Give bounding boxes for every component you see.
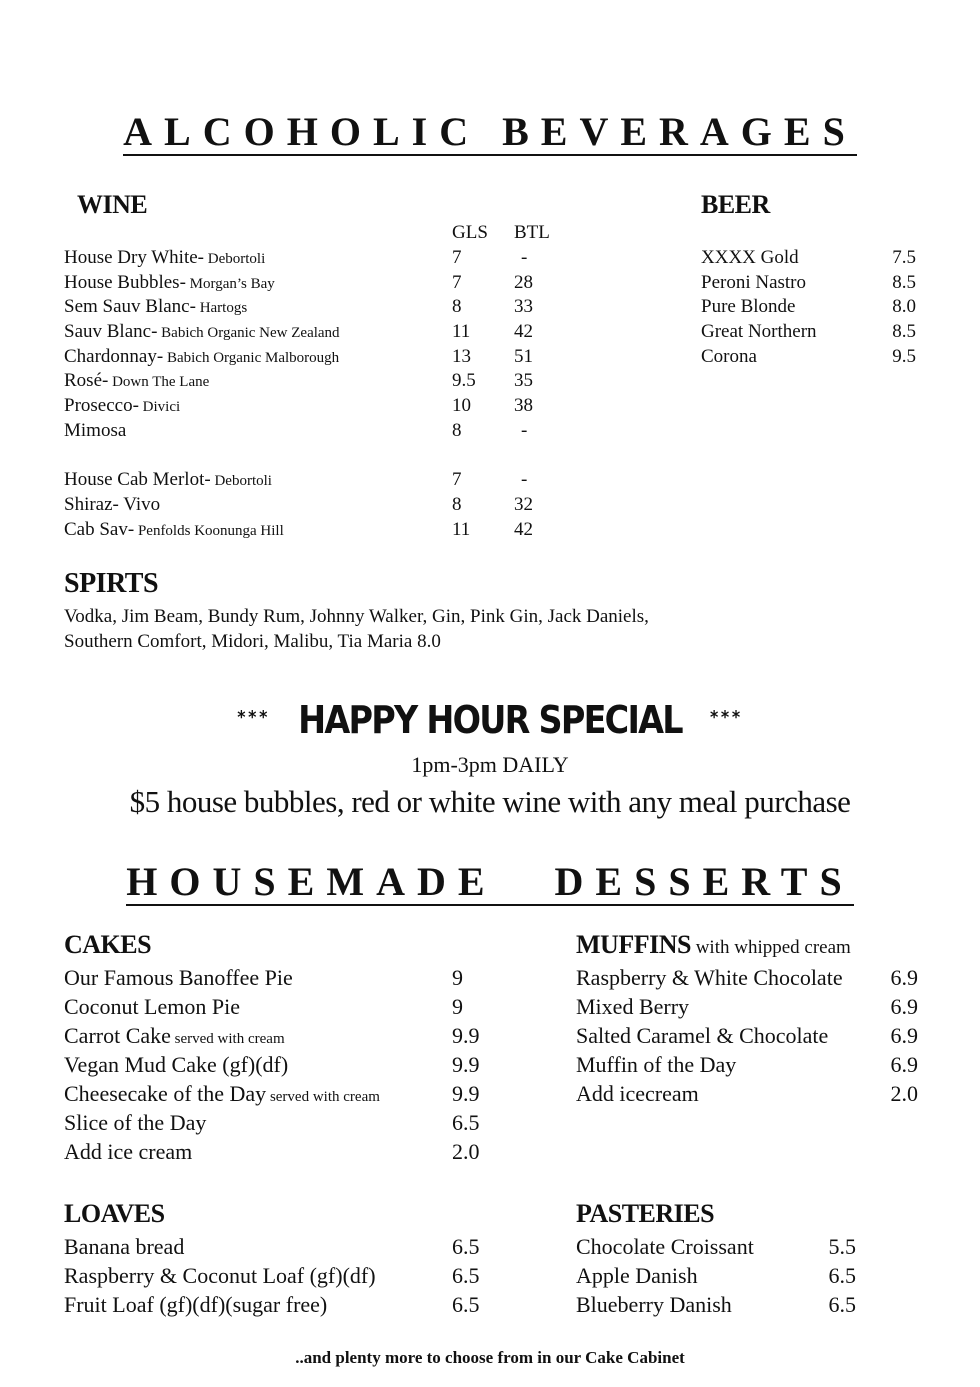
pastery-item [576, 1290, 856, 1319]
alcoholic-beverages-title-text: ALCOHOLIC BEVERAGES [123, 109, 857, 154]
beer-name: XXXX Gold [701, 247, 799, 268]
housemade-desserts-title-text: HOUSEMADE DESSERTS [126, 859, 854, 904]
loaf-name: Fruit Loaf (gf)(df)(sugar free) [64, 1292, 328, 1317]
wine-detail: Debortoli [210, 473, 272, 489]
pastery-item [576, 1261, 856, 1290]
loaf-name: Banana bread [64, 1234, 185, 1259]
spirits-list-line-2: Southern Comfort, Midori, Malibu, Tia Maria 8.0 [64, 631, 441, 652]
loaves-heading: LOAVES [64, 1199, 165, 1228]
pasteries-heading: PASTERIES [576, 1199, 715, 1228]
beer-item [701, 294, 916, 319]
happy-hour-title: HAPPY HOUR SPECIAL [298, 698, 682, 742]
wine-gls-price: 9.5 [452, 370, 476, 391]
wine-column-headers [64, 220, 564, 245]
beer-price: 8.0 [892, 296, 916, 317]
pastery-price: 5.5 [828, 1234, 856, 1259]
cake-name: Cheesecake of the Day [64, 1081, 267, 1106]
wine-detail: Babich Organic New Zealand [157, 325, 340, 341]
wine-item [64, 418, 564, 443]
spirits-list-line-1: Vodka, Jim Beam, Bundy Rum, Johnny Walker, Gin, Pink Gin, Jack Daniels, [64, 606, 649, 627]
pastery-name: Apple Danish [576, 1263, 698, 1288]
red-wine-item [64, 492, 564, 517]
muffin-item [576, 1050, 918, 1079]
gls-header: GLS [452, 222, 488, 243]
muffin-name: Salted Caramel & Chocolate [576, 1023, 829, 1048]
wine-detail: Debortoli [204, 251, 266, 267]
muffin-name: Raspberry & White Chocolate [576, 965, 843, 990]
cake-price: 9.9 [452, 1023, 480, 1048]
cake-item [64, 1137, 484, 1166]
cake-item [64, 1050, 484, 1079]
muffin-price: 6.9 [890, 994, 918, 1019]
wine-name: Sem Sauv Blanc- [64, 296, 196, 317]
muffin-price: 6.9 [890, 1052, 918, 1077]
wine-detail: Divici [138, 399, 181, 415]
cake-name: Vegan Mud Cake (gf)(df) [64, 1052, 289, 1077]
muffin-item [576, 992, 918, 1021]
wine-detail: Hartogs [195, 300, 248, 316]
muffin-item [576, 963, 918, 992]
happy-hour-banner [59, 698, 921, 742]
happy-hour-offer: $5 house bubbles, red or white wine with any meal purchase [129, 784, 851, 819]
stars-left: *** [237, 707, 271, 728]
beer-item [701, 270, 916, 295]
wine-btl-price: 42 [514, 519, 533, 540]
pastery-item [576, 1232, 856, 1261]
wine-gls-price: 13 [452, 346, 471, 367]
beer-name: Corona [701, 346, 757, 367]
cake-item [64, 1021, 484, 1050]
wine-name: Sauv Blanc- [64, 321, 158, 342]
cake-price: 2.0 [452, 1139, 480, 1164]
wine-gls-price: 11 [452, 321, 471, 342]
cake-name: Coconut Lemon Pie [64, 994, 240, 1019]
muffin-price: 6.9 [890, 965, 918, 990]
wine-detail: Babich Organic Malborough [163, 350, 340, 366]
spirits-heading: SPIRTS [64, 568, 159, 599]
wine-detail: Down The Lane [108, 374, 210, 390]
muffins-heading [576, 930, 851, 960]
wine-item [64, 319, 564, 344]
wine-name: Prosecco- [64, 395, 139, 416]
cake-price: 9 [452, 994, 463, 1019]
muffin-name: Add icecream [576, 1081, 699, 1106]
wine-detail: Penfolds Koonunga Hill [134, 523, 284, 539]
beer-item [701, 344, 916, 369]
wine-item [64, 368, 564, 393]
alcoholic-beverages-title [0, 108, 980, 156]
red-wine-item [64, 467, 564, 492]
wine-btl-price: - [521, 247, 528, 268]
red-wine-item [64, 517, 564, 542]
cake-cabinet-footer: ..and plenty more to choose from in our Cake Cabinet [295, 1348, 685, 1367]
wine-name: Shiraz- Vivo [64, 494, 161, 515]
wine-gls-price: 7 [452, 272, 462, 293]
muffin-price: 2.0 [890, 1081, 918, 1106]
wine-btl-price: 51 [514, 346, 533, 367]
cake-price: 9 [452, 965, 463, 990]
pastery-name: Chocolate Croissant [576, 1234, 754, 1259]
cake-price: 9.9 [452, 1081, 480, 1106]
muffin-price: 6.9 [890, 1023, 918, 1048]
pastery-price: 6.5 [828, 1292, 856, 1317]
wine-heading: WINE [77, 190, 148, 219]
beer-price: 9.5 [892, 346, 916, 367]
wine-btl-price: 38 [514, 395, 533, 416]
loaf-item [64, 1261, 484, 1290]
wine-name: Mimosa [64, 420, 127, 441]
housemade-desserts-title [0, 858, 980, 906]
btl-header: BTL [514, 222, 550, 243]
wine-item [64, 344, 564, 369]
muffins-heading-text: MUFFINS [576, 930, 691, 959]
wine-gls-price: 11 [452, 519, 471, 540]
loaf-name: Raspberry & Coconut Loaf (gf)(df) [64, 1263, 376, 1288]
beer-price: 8.5 [892, 272, 916, 293]
wine-btl-price: - [521, 420, 528, 441]
wine-gls-price: 7 [452, 247, 462, 268]
wine-name: Rosé- [64, 370, 109, 391]
cake-item [64, 992, 484, 1021]
wine-name: Chardonnay- [64, 346, 164, 367]
wine-gls-price: 8 [452, 494, 462, 515]
wine-detail: Morgan’s Bay [185, 276, 275, 292]
wine-btl-price: 28 [514, 272, 533, 293]
cake-item [64, 963, 484, 992]
cake-detail: served with cream [170, 1031, 285, 1047]
wine-gls-price: 7 [452, 469, 462, 490]
loaf-price: 6.5 [452, 1234, 480, 1259]
wine-item [64, 245, 564, 270]
wine-item [64, 393, 564, 418]
pastery-name: Blueberry Danish [576, 1292, 732, 1317]
muffin-item [576, 1021, 918, 1050]
wine-gls-price: 10 [452, 395, 471, 416]
beer-price: 7.5 [892, 247, 916, 268]
cake-name: Our Famous Banoffee Pie [64, 965, 293, 990]
muffins-note: with whipped cream [690, 937, 851, 958]
cake-name: Add ice cream [64, 1139, 193, 1164]
cake-name: Carrot Cake [64, 1023, 171, 1048]
wine-name: House Dry White- [64, 247, 205, 268]
wine-item [64, 294, 564, 319]
wine-btl-price: - [521, 469, 528, 490]
beer-heading: BEER [701, 190, 770, 219]
beer-item [701, 245, 916, 270]
pastery-price: 6.5 [828, 1263, 856, 1288]
beer-price: 8.5 [892, 321, 916, 342]
happy-hour-time: 1pm-3pm DAILY [411, 752, 569, 777]
loaf-price: 6.5 [452, 1263, 480, 1288]
wine-item [64, 270, 564, 295]
wine-name: Cab Sav- [64, 519, 135, 540]
wine-btl-price: 32 [514, 494, 533, 515]
beer-name: Peroni Nastro [701, 272, 807, 293]
cake-item [64, 1108, 484, 1137]
loaf-price: 6.5 [452, 1292, 480, 1317]
wine-gls-price: 8 [452, 420, 462, 441]
loaf-item [64, 1290, 484, 1319]
beer-item [701, 319, 916, 344]
wine-btl-price: 35 [514, 370, 533, 391]
beer-name: Great Northern [701, 321, 817, 342]
stars-right: *** [709, 707, 743, 728]
cake-detail: served with cream [266, 1089, 380, 1105]
beer-name: Pure Blonde [701, 296, 796, 317]
wine-btl-price: 42 [514, 321, 533, 342]
cake-item [64, 1079, 484, 1108]
wine-btl-price: 33 [514, 296, 533, 317]
cakes-heading: CAKES [64, 930, 152, 959]
cake-price: 6.5 [452, 1110, 480, 1135]
wine-name: House Cab Merlot- [64, 469, 211, 490]
muffin-item [576, 1079, 918, 1108]
cake-price: 9.9 [452, 1052, 480, 1077]
muffin-name: Mixed Berry [576, 994, 690, 1019]
cake-name: Slice of the Day [64, 1110, 207, 1135]
wine-gls-price: 8 [452, 296, 462, 317]
loaf-item [64, 1232, 484, 1261]
wine-name: House Bubbles- [64, 272, 186, 293]
muffin-name: Muffin of the Day [576, 1052, 737, 1077]
